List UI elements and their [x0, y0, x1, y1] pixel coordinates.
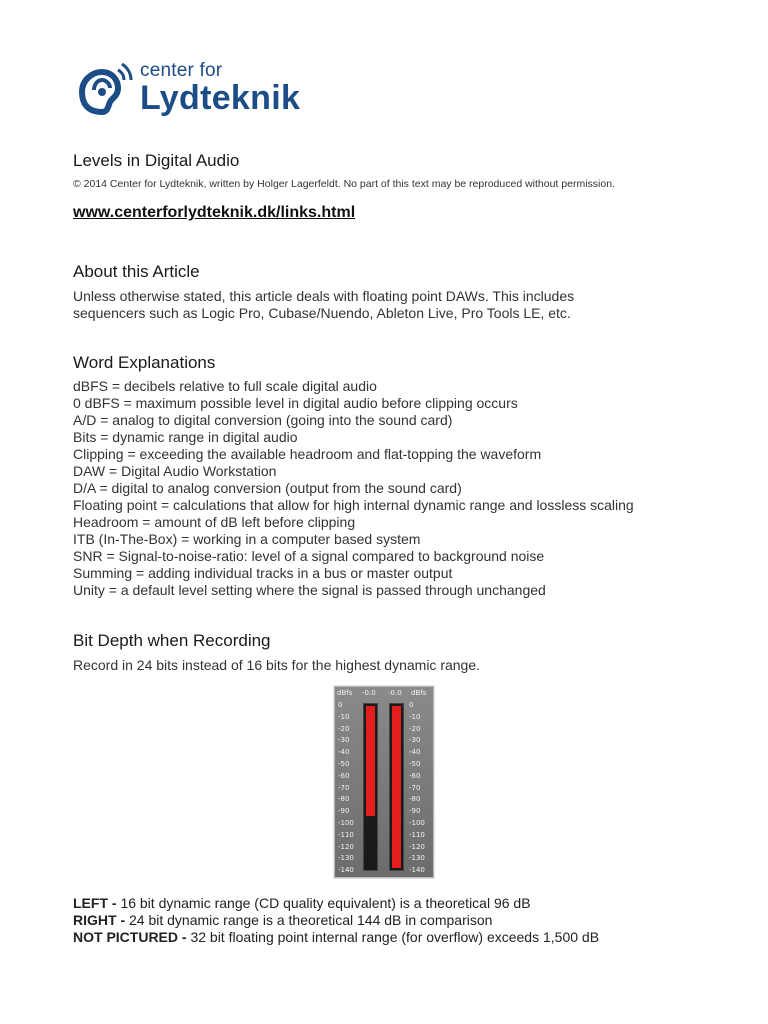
- legend-label: NOT PICTURED -: [73, 929, 191, 945]
- about-line: sequencers such as Logic Pro, Cubase/Nuendo, Ableton Live, Pro Tools LE, etc.: [73, 305, 571, 321]
- legend-left: [73, 895, 531, 911]
- legend-right: [73, 912, 492, 928]
- meter-tick-label: -120: [338, 842, 354, 851]
- meter-tick-label: -130: [338, 854, 354, 863]
- meter-tick-label: -30: [409, 736, 421, 745]
- meter-tick-label: -60: [409, 771, 421, 780]
- meter-tick-label: 0: [409, 701, 414, 709]
- meter-tick-label: -140: [338, 866, 354, 875]
- meter-tick-label: -50: [409, 760, 421, 768]
- meter-tick-label: -100: [409, 819, 425, 827]
- meter-tick-label: -80: [338, 795, 350, 804]
- bitdepth-heading: Bit Depth when Recording: [73, 631, 271, 650]
- about-line: Unless otherwise stated, this article deals with floating point DAWs. This includes: [73, 288, 575, 304]
- meter-tick-label: -10: [409, 712, 421, 721]
- bitdepth-line: Record in 24 bits instead of 16 bits for the highest dynamic range.: [73, 657, 481, 673]
- meter-tick-label: -110: [338, 830, 354, 839]
- meter-tick-label: -40: [409, 748, 421, 757]
- logo-line1: center for: [140, 60, 223, 81]
- meter-tick-label: -20: [409, 724, 421, 733]
- logo-line2: Lydteknik: [140, 79, 301, 117]
- links-url[interactable]: www.centerforlydteknik.dk/links.html: [73, 204, 356, 221]
- logo: [72, 60, 332, 120]
- words-list: [73, 378, 713, 599]
- word-item: 0 dBFS = maximum possible level in digital audio before clipping occurs: [73, 395, 518, 411]
- right-level-fill: [392, 706, 401, 868]
- meter-tick-label: -50: [338, 760, 350, 768]
- word-item: Clipping = exceeding the available headroom and flat-topping the waveform: [73, 446, 542, 462]
- legend-not-pictured: [73, 929, 599, 945]
- word-item: Floating point = calculations that allow for high internal dynamic range and lossless scaling: [73, 497, 634, 513]
- meter-tick-label: -140: [409, 866, 425, 875]
- bitdepth-text: [73, 657, 713, 674]
- meter-tick-label: -30: [338, 736, 350, 745]
- legend-text: 24 bit dynamic range is a theoretical 144 dB in comparison: [129, 912, 493, 928]
- word-item: Headroom = amount of dB left before clipping: [73, 514, 356, 530]
- level-meter: [334, 686, 434, 878]
- word-item: A/D = analog to digital conversion (going into the sound card): [73, 412, 453, 428]
- ear-icon: [72, 60, 136, 120]
- meter-tick-label: -120: [409, 842, 425, 851]
- left-level-fill: [366, 706, 375, 816]
- word-item: Unity = a default level setting where the signal is passed through unchanged: [73, 582, 546, 598]
- about-text: [73, 288, 713, 322]
- meter-tick-label: -40: [338, 748, 350, 757]
- unit-right: dBfs: [411, 689, 427, 697]
- about-heading: About this Article: [73, 262, 200, 281]
- unit-left: dBfs: [337, 689, 353, 697]
- legend-text: 32 bit floating point internal range (for overflow) exceeds 1,500 dB: [190, 929, 600, 945]
- peak-right: -0.0: [388, 689, 402, 697]
- meter-tick-label: -100: [338, 819, 354, 827]
- peak-left: -0.0: [362, 689, 376, 697]
- word-item: ITB (In-The-Box) = working in a computer based system: [73, 531, 421, 547]
- page-title: Levels in Digital Audio: [73, 151, 240, 170]
- legend-label: RIGHT -: [73, 912, 129, 928]
- meter-tick-label: -20: [338, 724, 350, 733]
- meter-tick-label: 0: [338, 701, 343, 709]
- words-heading: Word Explanations: [73, 353, 216, 372]
- copyright: © 2014 Center for Lydteknik, written by Holger Lagerfeldt. No part of this text may be reproduced without permission.: [73, 178, 615, 190]
- meter-tick-label: -70: [338, 783, 350, 792]
- word-item: Bits = dynamic range in digital audio: [73, 429, 298, 445]
- meter-tick-label: -90: [338, 807, 350, 816]
- left-meter-bar: [363, 703, 378, 871]
- right-meter-bar: [389, 703, 404, 871]
- meter-tick-label: -80: [409, 795, 421, 804]
- word-item: Summing = adding individual tracks in a bus or master output: [73, 565, 453, 581]
- legend-text: 16 bit dynamic range (CD quality equivalent) is a theoretical 96 dB: [120, 895, 531, 911]
- meter-tick-label: -70: [409, 783, 421, 792]
- meter-tick-label: -10: [338, 712, 350, 721]
- word-item: DAW = Digital Audio Workstation: [73, 463, 277, 479]
- meter-tick-label: -110: [409, 830, 425, 839]
- legend-label: LEFT -: [73, 895, 121, 911]
- word-item: D/A = digital to analog conversion (output from the sound card): [73, 480, 462, 496]
- word-item: SNR = Signal-to-noise-ratio: level of a signal compared to background noise: [73, 548, 545, 564]
- meter-tick-label: -90: [409, 807, 421, 816]
- meter-tick-label: -60: [338, 771, 350, 780]
- meter-tick-label: -130: [409, 854, 425, 863]
- word-item: dBFS = decibels relative to full scale digital audio: [73, 378, 377, 394]
